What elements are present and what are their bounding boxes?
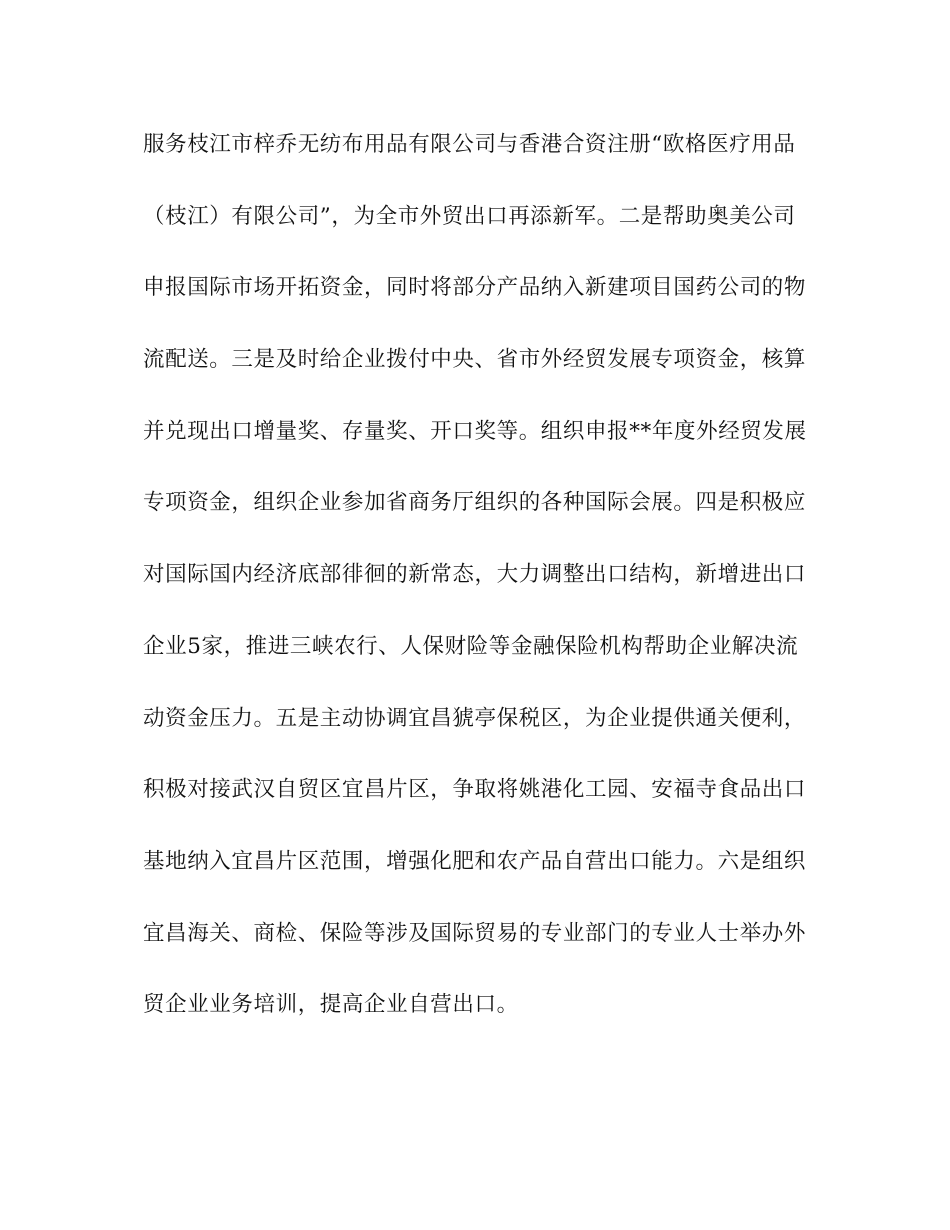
document-body [143,127,807,1059]
paragraph-line: 服务枝江市梓乔无纺布用品有限公司与香港合资注册“欧格医疗用品 [143,132,796,157]
paragraph-line: 对国际国内经济底部徘徊的新常态，大力调整出口结构，新增进出口 [143,562,807,588]
paragraph-line: 动资金压力。五是主动协调宜昌猇亭保税区，为企业提供通关便利， [143,705,807,731]
paragraph-line: 流配送。三是及时给企业拨付中央、省市外经贸发展专项资金，核算 [143,347,807,373]
paragraph-line: 申报国际市场开拓资金，同时将部分产品纳入新建项目国药公司的物 [143,275,807,301]
paragraph-line: 并兑现出口增量奖、存量奖、开口奖等。组织申报**年度外经贸发展 [143,418,807,444]
paragraph-line: （枝江）有限公司”，为全市外贸出口再添新军。二是帮助奥美公司 [143,203,796,229]
paragraph-line: 积极对接武汉自贸区宜昌片区，争取将姚港化工园、安福寺食品出口 [143,777,807,803]
paragraph-line: 专项资金，组织企业参加省商务厅组织的各种国际会展。四是积极应 [143,490,807,516]
paragraph-line: 宜昌海关、商检、保险等涉及国际贸易的专业部门的专业人士举办外 [143,920,807,946]
paragraph-line: 贸企业业务培训，提高企业自营出口。 [143,992,519,1018]
paragraph-line: 基地纳入宜昌片区范围，增强化肥和农产品自营出口能力。六是组织 [143,848,807,874]
paragraph-line: 企业5家，推进三峡农行、人保财险等金融保险机构帮助企业解决流 [143,633,799,659]
